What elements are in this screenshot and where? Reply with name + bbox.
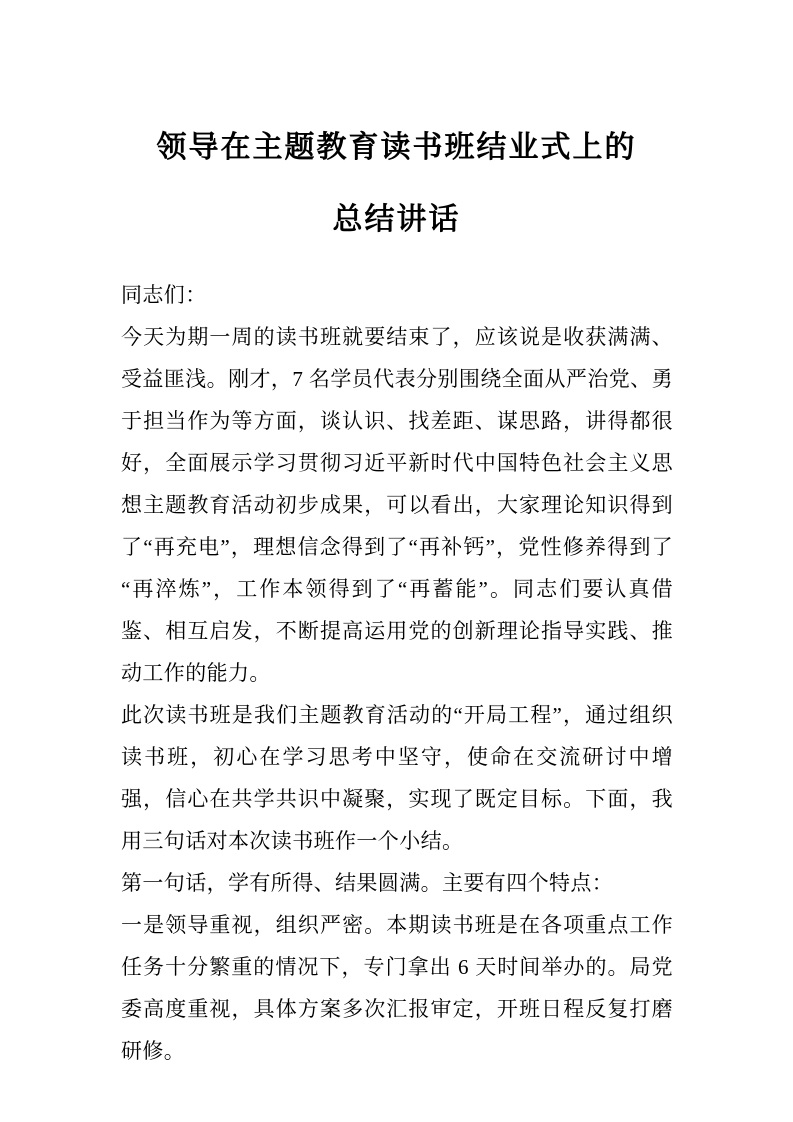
paragraph: 此次读书班是我们主题教育活动的“开局工程”，通过组织读书班，初心在学习思考中坚守，使命在交流研讨中增强，信心在共学共识中凝聚，实现了既定目标。下面，我用三句话对本次读书班作一个小结。 <box>121 703 673 853</box>
document-title-line-2: 总结讲话 <box>332 203 461 236</box>
document-title <box>0 0 793 256</box>
document-body <box>121 274 673 1072</box>
paragraph: 一是领导重视，组织严密。本期读书班是在各项重点工作任务十分繁重的情况下，专门拿出 6 天时间举办的。局党委高度重视，具体方案多次汇报审定，开班日程反复打磨研修。 <box>121 913 673 1063</box>
paragraph: 第一句话，学有所得、结果圆满。主要有四个特点： <box>121 871 614 895</box>
salutation-paragraph: 同志们： <box>121 283 207 307</box>
paragraph: 今天为期一周的读书班就要结束了，应该说是收获满满、受益匪浅。刚才，7 名学员代表分别围绕全面从严治党、勇于担当作为等方面，谈认识、找差距、谋思路，讲得都很好，全面展示学习贯彻习近平新时代中国特色社会主义思想主题教育活动初步成果，可以看出，大家理论知识得到了“再充电”，理想信念得到了“再补钙”，党性修养得到了“再淬炼”，工作本领得到了“再蓄能”。同志们要认真借鉴、相互启发，不断提高运用党的创新理论指导实践、推动工作的能力。 <box>121 325 673 685</box>
document-title-line-1: 领导在主题教育读书班结业式上的 <box>156 131 637 164</box>
